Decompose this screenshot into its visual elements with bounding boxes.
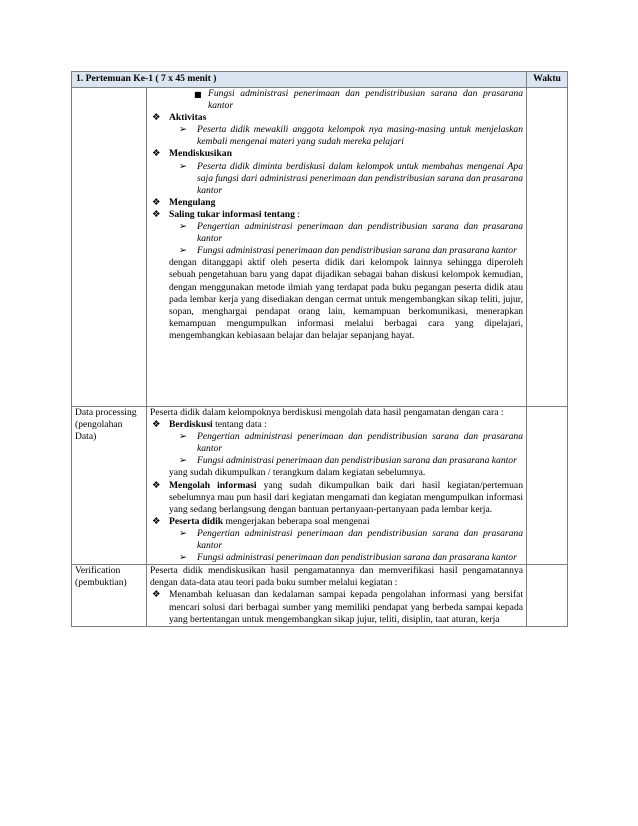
- saling-tukar-item: Pengertian administrasi penerimaan dan pendistribusian sarana dan prasarana kantor: [197, 221, 523, 245]
- lesson-plan-table: [71, 71, 568, 627]
- saling-tukar-suffix: :: [294, 208, 300, 220]
- arrow-bullet-icon: ➢: [179, 124, 187, 136]
- list-item: [150, 148, 523, 160]
- list-item: [150, 480, 523, 516]
- waktu-cell: [527, 565, 568, 626]
- arrow-bullet-icon: ➢: [179, 160, 187, 172]
- arrow-bullet-icon: ➢: [179, 455, 187, 467]
- aktivitas-heading: Aktivitas: [169, 112, 207, 124]
- diamond-bullet-icon: ❖: [152, 419, 161, 431]
- table-row: [72, 565, 568, 626]
- arrow-bullet-icon: ➢: [179, 245, 187, 257]
- diamond-bullet-icon: ❖: [152, 112, 161, 124]
- berdiskusi-item: Pengertian administrasi penerimaan dan pendistribusian sarana dan prasarana kantor: [197, 431, 523, 455]
- arrow-bullet-icon: ➢: [179, 221, 187, 233]
- table-row: [72, 407, 568, 565]
- table-header-row: [72, 72, 568, 88]
- arrow-bullet-icon: ➢: [179, 431, 187, 443]
- mengulang-heading: Mengulang: [169, 196, 216, 208]
- data-processing-label: Data processing (pengolahan Data): [72, 407, 147, 565]
- list-item: [150, 589, 523, 625]
- list-item: [150, 88, 523, 112]
- list-item: [150, 431, 523, 455]
- list-item: [150, 112, 523, 124]
- diamond-bullet-icon: ❖: [152, 479, 161, 491]
- list-item: [150, 161, 523, 197]
- peserta-item: Pengertian administrasi penerimaan dan pendistribusian sarana dan prasarana kantor: [197, 527, 523, 552]
- peserta-heading: Peserta didik: [169, 515, 224, 527]
- list-item: [150, 516, 523, 528]
- activity-cell: [147, 407, 527, 565]
- verification-item: Menambah keluasan dan kedalaman sampai kepada pengolahan informasi yang bersifat mencari solusi dari berbagai sumber yang memiliki pendapat yang berbeda sampai kepada yang bertentangan untuk mengembangkan sikap jujur, teliti, disiplin, taat aturan, kerja: [169, 589, 523, 625]
- mengolah-heading: Mengolah informasi: [169, 479, 257, 491]
- berdiskusi-suffix: tentang data :: [212, 419, 267, 431]
- list-item: [150, 124, 523, 148]
- list-item: [150, 552, 523, 564]
- aktivitas-text: Peserta didik mewakili anggota kelompok nya masing-masing untuk menjelaskan kembali mengenai materi yang sudah mereka pelajari: [197, 124, 523, 148]
- list-item: [150, 245, 523, 257]
- diamond-bullet-icon: ❖: [152, 196, 161, 208]
- table-row: [72, 88, 568, 407]
- square-bullet-icon: ■: [194, 90, 202, 99]
- verification-label: Verification (pembuktian): [72, 565, 147, 626]
- waktu-cell: [527, 88, 568, 407]
- list-item: [150, 197, 523, 209]
- berdiskusi-summary: yang sudah dikumpulkan / terangkum dalam kegiatan sebelumnya.: [169, 467, 426, 479]
- berdiskusi-heading: Berdiskusi: [169, 419, 213, 431]
- diamond-bullet-icon: ❖: [152, 515, 161, 527]
- activity-cell: [147, 565, 527, 626]
- saling-tukar-item: Fungsi administrasi penerimaan dan pendistribusian sarana dan prasarana kantor: [197, 245, 517, 257]
- list-item: [150, 221, 523, 245]
- peserta-item: Fungsi administrasi penerimaan dan pendistribusian sarana dan prasarana kantor: [197, 552, 517, 564]
- verification-intro: Peserta didik mendiskusikan hasil pengamatannya dan memverifikasi hasil pengamatannya dengan data-data atau teori pada buku sumber melalui kegiatan :: [150, 565, 523, 589]
- arrow-bullet-icon: ➢: [179, 527, 187, 539]
- mendiskusikan-text: Peserta didik diminta berdiskusi dalam kelompok untuk membahas mengenai Apa saja fungsi dari administrasi penerimaan dan pendistribusian sarana dan prasarana kantor: [197, 160, 523, 196]
- square-item-text: Fungsi administrasi penerimaan dan pendistribusian sarana dan prasarana kantor: [208, 88, 523, 112]
- mengolah-text: yang sudah dikumpulkan baik dari hasil kegiatan/pertemuan sebelumnya mau pun hasil dari kegiatan mengamati dan kegiatan mengumpulkan informasi yang sedang berlangsung dengan bantuan pertanyaan-pertanyaan pada lembar kerja.: [169, 479, 523, 515]
- diamond-bullet-icon: ❖: [152, 589, 161, 601]
- discussion-paragraph: dengan ditanggapi aktif oleh peserta didik dari kelompok lainnya sehingga diperoleh sebuah pengetahuan baru yang dapat dijadikan sebagai bahan diskusi kelompok kemudian, dengan menggunakan metode ilmiah yang terdapat pada buku pegangan peserta didik atau pada lembar kerja yang disediakan dengan cermat untuk mengembangkan sikap teliti, jujur, sopan, menghargai pendapat orang lain, kemampuan berkomunikasi, menerapkan kemampuan mengumpulkan informasi melalui berbagai cara yang dipelajari, mengembangkan kebiasaan belajar dan belajar sepanjang hayat.: [169, 257, 523, 341]
- list-item: [150, 209, 523, 221]
- activity-cell: [147, 88, 527, 407]
- waktu-cell: [527, 407, 568, 565]
- diamond-bullet-icon: ❖: [152, 148, 161, 160]
- stage-label-cell: [72, 88, 147, 407]
- arrow-bullet-icon: ➢: [179, 552, 187, 564]
- waktu-header: Waktu: [527, 72, 568, 88]
- peserta-text: mengerjakan beberapa soal mengenai: [223, 515, 370, 527]
- list-item: [150, 455, 523, 467]
- diamond-bullet-icon: ❖: [152, 208, 161, 220]
- meeting-title: 1. Pertemuan Ke-1 ( 7 x 45 menit ): [72, 72, 527, 88]
- list-item: [150, 419, 523, 431]
- mendiskusikan-heading: Mendiskusikan: [169, 148, 232, 160]
- data-processing-intro: Peserta didik dalam kelompoknya berdiskusi mengolah data hasil pengamatan dengan cara :: [150, 407, 504, 418]
- saling-tukar-heading: Saling tukar informasi tentang: [169, 208, 295, 220]
- list-item: [150, 528, 523, 552]
- berdiskusi-item: Fungsi administrasi penerimaan dan pendistribusian sarana dan prasarana kantor: [197, 455, 517, 467]
